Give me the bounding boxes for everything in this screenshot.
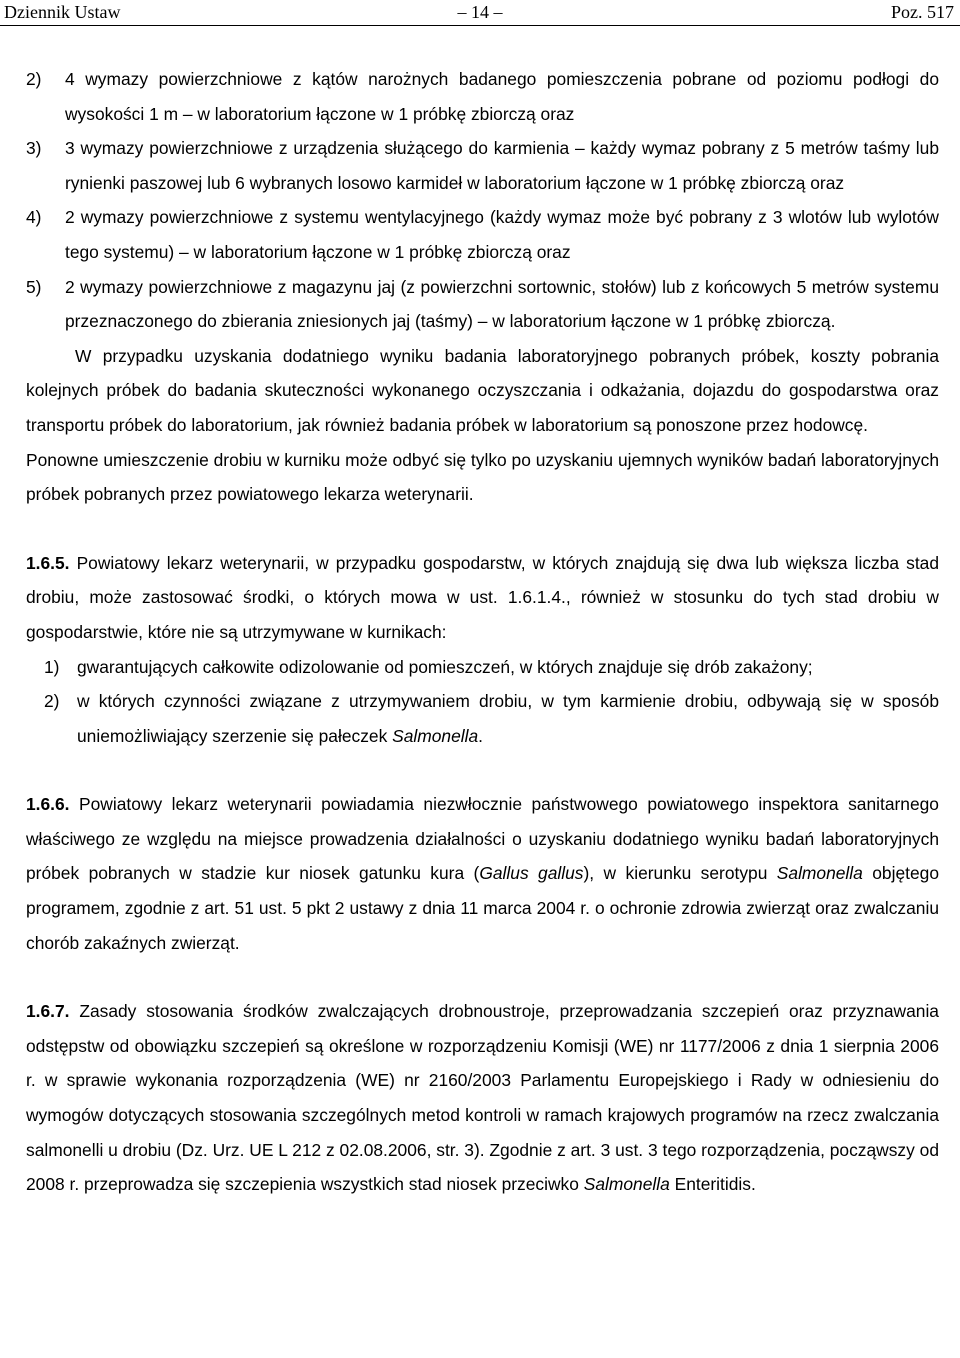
- list-item-number: 5): [26, 276, 42, 297]
- section-1-6-5: [26, 546, 939, 650]
- list-item: [26, 200, 939, 269]
- position-number: Poz. 517: [891, 2, 954, 22]
- list-item: [26, 650, 939, 685]
- list-item: [26, 270, 939, 339]
- section-text: ), w kierunku serotypu: [583, 863, 777, 884]
- list-item-text: gwarantujących całkowite odizolowanie od pomieszczeń, w których znajduje się drób zakażony;: [77, 656, 813, 677]
- section-1-6-7: [26, 994, 939, 1202]
- list-item-text: 3 wymazy powierzchniowe z urządzenia służącego do karmienia – każdy wymaz pobrany z 5 metrów taśmy lub rynienki paszowej lub 6 wybranych losowo karmideł w laboratorium łączone w 1 próbkę zbiorczą oraz: [65, 138, 939, 193]
- list-item-number: 2): [26, 69, 42, 89]
- section-text: Powiatowy lekarz weterynarii powiadamia niezwłocznie państwowego powiatowego inspektora sanitarnego właściwego ze względu na miejsce prowadzenia działalności o uzyskaniu dodatniego wyniku badań laboratoryjnych próbek pobranych w stadzie kur niosek gatunku kura (: [26, 794, 939, 884]
- list-item-text: w których czynności związane z utrzymywaniem drobiu, w tym karmienie drobiu, odbywają się w sposób uniemożliwiający szerzenie się pałeczek: [77, 691, 939, 746]
- italic-term: Salmonella: [392, 725, 479, 746]
- section-number: 1.6.6.: [26, 794, 70, 815]
- list-item-text: 4 wymazy powierzchniowe z kątów narożnych badanego pomieszczenia pobrane od poziomu podłogi do wysokości 1 m – w laboratorium łączone w 1 próbkę zbiorczą oraz: [65, 69, 939, 124]
- paragraph-positive-result: W przypadku uzyskania dodatniego wyniku badania laboratoryjnego pobranych próbek, koszty pobrania kolejnych próbek do badania skuteczności wykonanego oczyszczania i odkażania, dojazdu do gospodarstwa oraz transportu próbek do laboratorium, jak również badania próbek w laboratorium są ponoszone przez hodowcę.: [26, 345, 939, 435]
- list-item: [26, 131, 939, 200]
- list-item-text: 2 wymazy powierzchniowe z magazynu jaj (z powierzchni sortownic, stołów) lub z końcowych 5 metrów systemu przeznaczonego do zbierania zniesionych jaj (taśmy) – w laboratorium łączone w 1 próbkę zbiorczą.: [65, 276, 939, 332]
- section-text: Powiatowy lekarz weterynarii, w przypadku gospodarstw, w których znajdują się dwa lub większa liczba stad drobiu, może zastosować środki, o których mowa w ust. 1.6.1.4., również w stosunku do tych stad drobiu w gospodarstwie, które nie są utrzymywane w kurnikach:: [26, 552, 939, 642]
- section-number: 1.6.5.: [26, 552, 70, 573]
- section-text: Enteritidis.: [669, 1174, 756, 1195]
- document-body: [26, 62, 939, 1202]
- italic-term: Gallus gallus: [479, 863, 584, 884]
- header-divider: [0, 25, 960, 26]
- section-text: objętego programem, zgodnie z art. 51 ust. 5 pkt 2 ustawy z dnia 11 marca 2004 r. o ochronie zdrowia zwierząt oraz zwalczaniu chorób zakaźnych zwierząt.: [26, 863, 939, 953]
- list-item: [26, 684, 939, 753]
- list-item-number: 1): [44, 656, 60, 677]
- list-item: [26, 62, 939, 131]
- paragraph-restocking: Ponowne umieszczenie drobiu w kurniku może odbyć się tylko po uzyskaniu ujemnych wyników badań laboratoryjnych próbek pobranych przez powiatowego lekarza weterynarii.: [26, 449, 939, 505]
- list-item-number: 4): [26, 207, 42, 228]
- list-item-number: 3): [26, 138, 42, 159]
- list-item-number: 2): [44, 691, 60, 712]
- italic-term: Salmonella: [776, 863, 863, 884]
- section-1-6-6: [26, 787, 939, 960]
- section-text: Zasady stosowania środków zwalczających drobnoustroje, przeprowadzania szczepień oraz przyznawania odstępstw od obowiązku szczepień są określone w rozporządzeniu Komisji (WE) nr 1177/2006 z dnia 1 sierpnia 2006 r. w sprawie wykonania rozporządzenia (WE) nr 2160/2003 Parlamentu Europejskiego i Rady w odniesieniu do wymogów dotyczących stosowania szczególnych metod kontroli w ramach krajowych programów na rzecz zwalczania salmonelli u drobiu (Dz. Urz. UE L 212 z 02.08.2006, str. 3). Zgodnie z art. 3 ust. 3 tego rozporządzenia, począwszy od 2008 r. przeprowadza się szczepienia wszystkich stad niosek przeciwko: [26, 1001, 939, 1195]
- journal-title: Dziennik Ustaw: [4, 2, 121, 22]
- page-header: [0, 0, 960, 26]
- italic-term: Salmonella: [583, 1174, 670, 1195]
- list-item-text: 2 wymazy powierzchniowe z systemu wentylacyjnego (każdy wymaz może być pobrany z 3 wlotów lub wylotów tego systemu) – w laboratorium łączone w 1 próbkę zbiorczą oraz: [65, 207, 939, 262]
- list-item-text-end: .: [478, 725, 483, 746]
- sampling-list: [26, 62, 939, 339]
- page-number: – 14 –: [457, 2, 503, 22]
- section-number: 1.6.7.: [26, 1001, 70, 1022]
- section-1-6-5-list: [26, 650, 939, 754]
